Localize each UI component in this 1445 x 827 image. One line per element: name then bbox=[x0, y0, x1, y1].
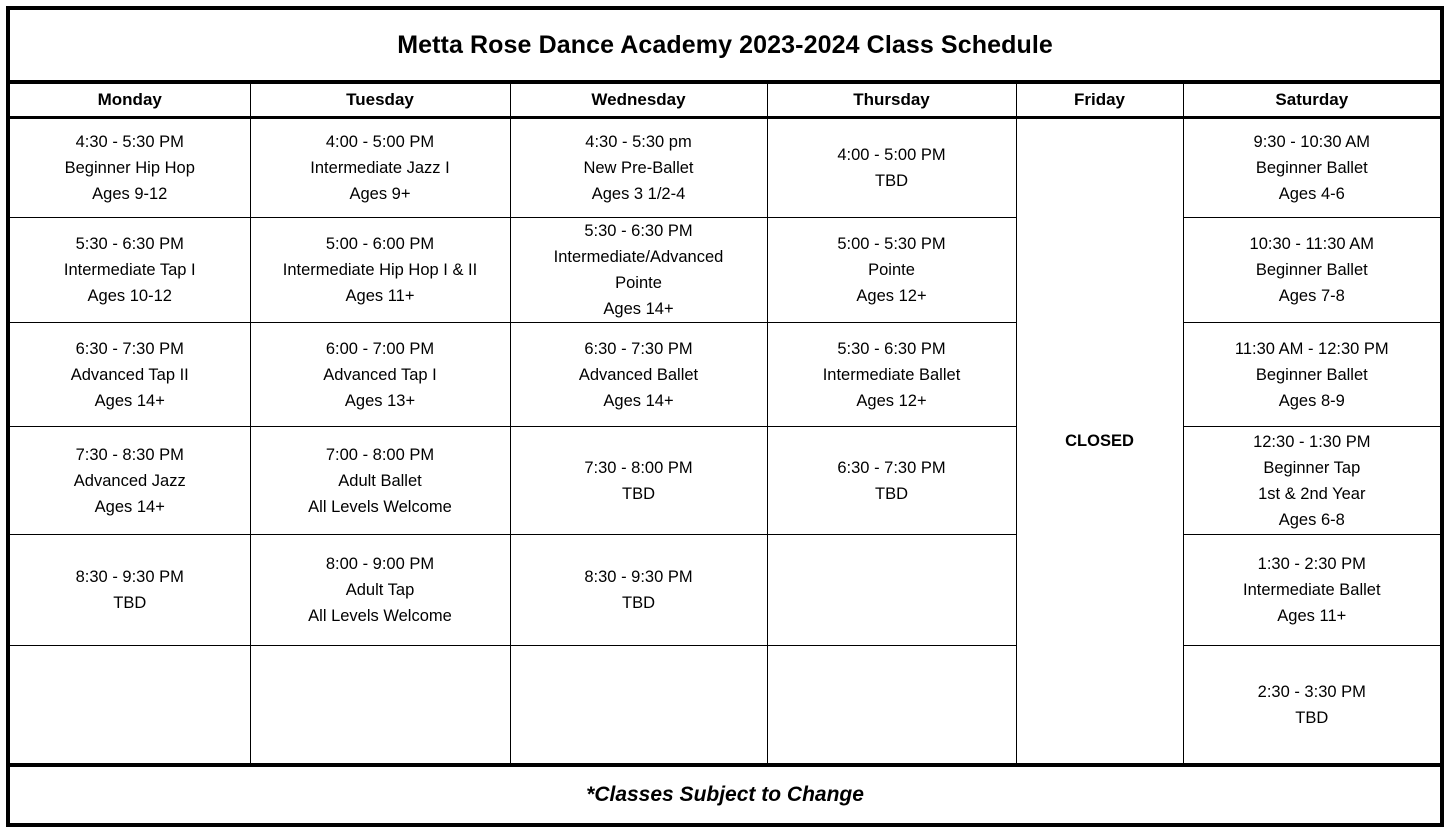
class-slot-line: 1st & 2nd Year bbox=[1258, 484, 1366, 503]
schedule-row bbox=[8, 646, 1442, 766]
class-slot-line: 12:30 - 1:30 PM bbox=[1253, 432, 1371, 451]
class-slot-line: TBD bbox=[1295, 708, 1329, 727]
class-slot-line: 2:30 - 3:30 PM bbox=[1257, 682, 1366, 701]
class-slot-line: 6:00 - 7:00 PM bbox=[325, 339, 435, 358]
class-slot-line: 6:30 - 7:30 PM bbox=[837, 458, 946, 477]
class-slot-line: Beginner Tap bbox=[1263, 458, 1361, 477]
class-slot-line: Ages 12+ bbox=[856, 391, 927, 410]
class-slot-saturday-1 bbox=[1183, 118, 1442, 218]
class-slot-line: Adult Ballet bbox=[338, 471, 422, 490]
class-slot-line: Ages 9-12 bbox=[92, 185, 168, 204]
class-slot-wednesday-3 bbox=[510, 323, 767, 427]
class-slot-line: 7:00 - 8:00 PM bbox=[325, 445, 435, 464]
class-slot-saturday-4 bbox=[1183, 427, 1442, 535]
class-slot-line: 4:00 - 5:00 PM bbox=[837, 145, 946, 164]
class-slot-line: All Levels Welcome bbox=[308, 497, 452, 516]
class-slot-saturday-2 bbox=[1183, 218, 1442, 323]
class-slot-tuesday-2 bbox=[250, 218, 510, 323]
class-slot-line: Advanced Tap I bbox=[323, 365, 437, 384]
class-slot-line: 8:30 - 9:30 PM bbox=[75, 568, 184, 587]
class-slot-line: Ages 4-6 bbox=[1278, 185, 1345, 204]
class-slot-line: 10:30 - 11:30 AM bbox=[1249, 235, 1374, 254]
class-slot-line: 8:30 - 9:30 PM bbox=[584, 568, 693, 587]
schedule-row bbox=[8, 323, 1442, 427]
footer-note-row bbox=[8, 765, 1442, 825]
title-row bbox=[8, 8, 1442, 82]
class-slot-tuesday-4 bbox=[250, 427, 510, 535]
class-slot-wednesday-5 bbox=[510, 535, 767, 646]
day-header-row bbox=[8, 82, 1442, 118]
class-slot-line: Adult Tap bbox=[345, 581, 415, 600]
class-slot-line: Ages 12+ bbox=[856, 287, 927, 306]
class-slot-line: Pointe bbox=[615, 274, 662, 293]
class-slot-line: 5:30 - 6:30 PM bbox=[584, 222, 693, 240]
class-slot-tuesday-6 bbox=[250, 646, 510, 766]
class-slot-line: Advanced Tap II bbox=[70, 365, 189, 384]
class-slot-line: TBD bbox=[113, 594, 147, 613]
class-slot-line: All Levels Welcome bbox=[308, 607, 452, 626]
friday-closed-cell: CLOSED bbox=[1016, 118, 1183, 766]
class-slot-line: Ages 14+ bbox=[94, 391, 165, 410]
class-schedule-table bbox=[6, 6, 1444, 827]
column-header-wednesday: Wednesday bbox=[510, 82, 767, 118]
disclaimer-text: *Classes Subject to Change bbox=[586, 783, 864, 807]
class-slot-line: TBD bbox=[622, 594, 655, 613]
class-slot-monday-1 bbox=[8, 118, 250, 218]
class-slot-thursday-6 bbox=[767, 646, 1016, 766]
schedule-row bbox=[8, 535, 1442, 646]
class-slot-wednesday-1 bbox=[510, 118, 767, 218]
class-slot-line: Beginner Ballet bbox=[1255, 158, 1368, 177]
class-slot-wednesday-4 bbox=[510, 427, 767, 535]
class-slot-thursday-4 bbox=[767, 427, 1016, 535]
class-slot-line: 5:30 - 6:30 PM bbox=[75, 235, 184, 254]
class-slot-line: 7:30 - 8:00 PM bbox=[584, 458, 693, 477]
column-header-friday: Friday bbox=[1016, 82, 1183, 118]
class-slot-line: 5:00 - 6:00 PM bbox=[325, 235, 435, 254]
class-slot-monday-2 bbox=[8, 218, 250, 323]
class-slot-line: Intermediate Jazz I bbox=[310, 158, 450, 177]
class-slot-monday-4 bbox=[8, 427, 250, 535]
class-slot-line: Advanced Jazz bbox=[73, 471, 186, 490]
class-slot-line: 1:30 - 2:30 PM bbox=[1257, 555, 1366, 574]
class-slot-line: Intermediate Ballet bbox=[1242, 581, 1381, 600]
class-slot-line: Ages 8-9 bbox=[1278, 391, 1345, 410]
class-slot-line: Intermediate Ballet bbox=[822, 365, 961, 384]
class-slot-saturday-3 bbox=[1183, 323, 1442, 427]
column-header-tuesday: Tuesday bbox=[250, 82, 510, 118]
class-slot-line: 4:00 - 5:00 PM bbox=[325, 132, 435, 151]
class-slot-line: 4:30 - 5:30 pm bbox=[585, 132, 692, 151]
class-slot-thursday-2 bbox=[767, 218, 1016, 323]
class-slot-line: Ages 10-12 bbox=[87, 287, 172, 306]
class-slot-line: TBD bbox=[875, 484, 908, 503]
class-slot-thursday-5 bbox=[767, 535, 1016, 646]
class-slot-line: 6:30 - 7:30 PM bbox=[75, 339, 184, 358]
class-slot-line: Ages 14+ bbox=[603, 391, 674, 410]
schedule-row bbox=[8, 118, 1442, 218]
class-slot-line: Ages 9+ bbox=[349, 185, 411, 204]
class-slot-line: 7:30 - 8:30 PM bbox=[75, 445, 184, 464]
class-slot-saturday-6 bbox=[1183, 646, 1442, 766]
class-slot-line: 4:30 - 5:30 PM bbox=[75, 132, 184, 151]
class-slot-monday-6 bbox=[8, 646, 250, 766]
class-slot-line: Ages 3 1/2-4 bbox=[591, 185, 686, 204]
class-slot-line: 11:30 AM - 12:30 PM bbox=[1234, 339, 1389, 358]
class-slot-line: Ages 11+ bbox=[1277, 607, 1347, 626]
class-slot-line: TBD bbox=[875, 172, 908, 190]
class-slot-line: Ages 7-8 bbox=[1278, 287, 1345, 306]
class-slot-tuesday-3 bbox=[250, 323, 510, 427]
column-header-saturday: Saturday bbox=[1183, 82, 1442, 118]
class-slot-wednesday-2 bbox=[510, 218, 767, 323]
class-slot-tuesday-5 bbox=[250, 535, 510, 646]
footer-note-cell bbox=[8, 765, 1442, 825]
class-slot-line: Pointe bbox=[868, 261, 915, 280]
class-slot-line: Intermediate/Advanced bbox=[553, 248, 724, 267]
class-slot-line: Ages 6-8 bbox=[1278, 510, 1345, 529]
class-slot-line: Ages 14+ bbox=[94, 497, 165, 516]
class-slot-monday-5 bbox=[8, 535, 250, 646]
class-slot-line: Intermediate Hip Hop I & II bbox=[282, 261, 478, 280]
class-slot-line: Beginner Hip Hop bbox=[64, 158, 195, 177]
class-slot-line: Intermediate Tap I bbox=[63, 261, 196, 280]
class-slot-tuesday-1 bbox=[250, 118, 510, 218]
schedule-row bbox=[8, 427, 1442, 535]
class-slot-line: Ages 11+ bbox=[345, 287, 415, 306]
class-slot-wednesday-6 bbox=[510, 646, 767, 766]
class-slot-thursday-3 bbox=[767, 323, 1016, 427]
class-slot-saturday-5 bbox=[1183, 535, 1442, 646]
class-slot-line: Advanced Ballet bbox=[578, 365, 699, 384]
schedule-row bbox=[8, 218, 1442, 323]
class-slot-line: 9:30 - 10:30 AM bbox=[1253, 132, 1371, 151]
class-slot-monday-3 bbox=[8, 323, 250, 427]
class-slot-line: Ages 13+ bbox=[344, 391, 416, 410]
column-header-thursday: Thursday bbox=[767, 82, 1016, 118]
class-slot-line: Ages 14+ bbox=[603, 300, 674, 319]
schedule-title-cell bbox=[8, 8, 1442, 82]
class-slot-thursday-1 bbox=[767, 118, 1016, 218]
class-slot-line: Beginner Ballet bbox=[1255, 261, 1368, 280]
class-slot-line: Beginner Ballet bbox=[1255, 365, 1368, 384]
class-slot-line: TBD bbox=[622, 484, 655, 503]
class-slot-line: 5:00 - 5:30 PM bbox=[837, 235, 946, 254]
class-slot-line: 6:30 - 7:30 PM bbox=[584, 339, 693, 358]
class-slot-line: 5:30 - 6:30 PM bbox=[837, 339, 946, 358]
page-title: Metta Rose Dance Academy 2023-2024 Class Schedule bbox=[397, 31, 1053, 59]
column-header-monday: Monday bbox=[8, 82, 250, 118]
class-slot-line: New Pre-Ballet bbox=[583, 158, 694, 177]
class-slot-line: 8:00 - 9:00 PM bbox=[325, 555, 435, 574]
